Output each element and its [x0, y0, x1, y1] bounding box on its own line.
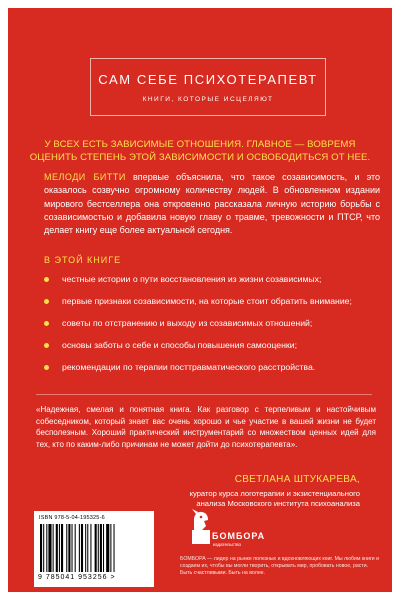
yellow-dot-icon	[44, 321, 49, 326]
yellow-dot-icon	[44, 343, 49, 348]
bullet-item	[44, 273, 384, 285]
reviewer-name: СВЕТЛАНА ШТУКАРЕВА,	[234, 474, 360, 485]
description-text: впервые объяснила, что такое созависимость, и это оказалось созвучно огромному количеству людей. В обновленном издании мирового бестселлера она откровенно рассказала личную историю борьбы с созависимостью и добавила новую главу о травме, тревожности и ПТСР, что делает книгу еще более актуальной сегодня.	[44, 172, 380, 236]
bullet-item	[44, 339, 384, 351]
barcode	[34, 511, 154, 587]
divider	[36, 394, 372, 395]
bullet-item	[44, 361, 384, 373]
bullet-text: честные истории о пути восстановления из жизни созависимых;	[62, 274, 322, 284]
barcode-bars	[40, 524, 148, 572]
publisher-description: БОМБОРА — лидер на рынке полезных и вдохновляющих книг. Мы любим книги и создаем их, чтобы вы могли творить, открывать мир, пробовать новое, расти. Быть счастливыми. Быть на волне.	[180, 556, 380, 576]
barcode-digits: 9 785041 953256 >	[38, 574, 116, 581]
review-quote: «Надежная, смелая и понятная книга. Как разговор с терпеливым и настойчивым собеседником, который знает вас очень хорошо и чье участие в вашей жизни не будет бесполезным. Хороший практический инструментарий со множеством ценных идей для тех, кто по каким-либо причинам не может дойти до психотерапевта».	[36, 405, 376, 449]
bullet-item	[44, 317, 384, 329]
series-subtitle: КНИГИ, КОТОРЫЕ ИСЦЕЛЯЮТ	[142, 96, 274, 103]
yellow-dot-icon	[44, 277, 49, 282]
section-title: В ЭТОЙ КНИГЕ	[44, 255, 122, 265]
author-name: МЕЛОДИ БИТТИ	[44, 172, 126, 182]
description-paragraph	[44, 171, 380, 237]
reviewer-role	[100, 489, 360, 509]
publisher-name: БОМБОРА	[212, 531, 266, 541]
bullet-text: рекомендации по терапии посттравматического расстройства.	[62, 362, 316, 372]
bullet-text: первые признаки созависимости, на которые стоит обратить внимание;	[62, 296, 352, 306]
bullet-item	[44, 295, 384, 307]
book-back-cover	[8, 8, 392, 592]
lead-line-2: ОЦЕНИТЬ СТЕПЕНЬ ЭТОЙ ЗАВИСИМОСТИ И ОСВОБОДИТЬСЯ ОТ НЕЕ.	[29, 152, 371, 163]
bullet-list	[44, 273, 384, 373]
lead-line-1: У ВСЕХ ЕСТЬ ЗАВИСИМЫЕ ОТНОШЕНИЯ. ГЛАВНОЕ — ВОВРЕМЯ	[44, 139, 356, 150]
series-title: САМ СЕБЕ ПСИХОТЕРАПЕВТ	[98, 72, 318, 87]
isbn-text: ISBN 978-5-04-195325-6	[39, 515, 105, 521]
reviewer-role-line-1: куратор курса логотерапии и экзистенциального	[189, 489, 360, 498]
bullet-text: советы по отстранению и выходу из созависимых отношений;	[62, 318, 313, 328]
reviewer-role-line-2: анализа Московского института психоанализа	[196, 499, 360, 508]
yellow-dot-icon	[44, 299, 49, 304]
publisher-tag: издательство	[213, 542, 241, 547]
yellow-dot-icon	[44, 365, 49, 370]
bullet-text: основы заботы о себе и способы повышения самооценки;	[62, 340, 297, 350]
series-frame	[90, 58, 326, 116]
lead-text	[8, 138, 392, 164]
